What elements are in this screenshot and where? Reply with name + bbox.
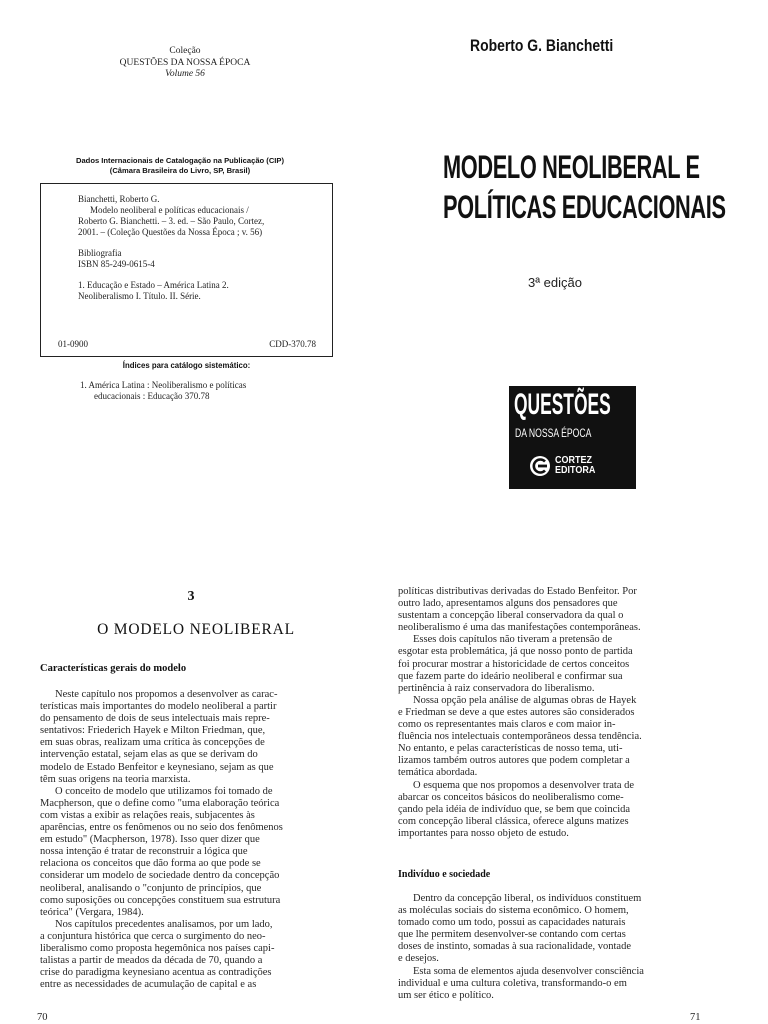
- cip-line: Neoliberalismo I. Título. II. Série.: [78, 291, 201, 301]
- cip-bibliography: [78, 248, 326, 270]
- text-line: Esses dois capítulos não tiveram a pretensão de: [413, 634, 613, 646]
- text-line: Neste capítulo nos propomos a desenvolver as carac-: [55, 689, 278, 700]
- author-name: Roberto G. Bianchetti: [470, 36, 614, 55]
- index-line: 1. América Latina : Neoliberalismo e políticas: [80, 380, 247, 390]
- text-line: outro lado, apresentamos alguns dos pensadores que: [398, 598, 618, 610]
- text-line: fluência nos intelectuais contemporâneos dessa tendência.: [398, 731, 642, 743]
- text-line: Nossa opção pela análise de algumas obras de Hayek: [413, 694, 637, 706]
- text-line: No entanto, e pelas características de nosso tema, uti-: [398, 743, 623, 755]
- cip-record-box: [40, 183, 333, 357]
- text-line: crise do paradigma keynesiano acentua as contradições: [40, 967, 272, 979]
- cip-entry: [78, 194, 326, 238]
- text-line: que fazem parte do ideário neoliberal e confirmar sua: [398, 670, 623, 682]
- chapter-title: O MODELO NEOLIBERAL: [97, 621, 295, 638]
- text-line: entre as necessidades de acumulação de capital e as: [40, 979, 257, 991]
- text-line: têm suas origens na teoria marxista.: [40, 773, 191, 785]
- text-line: relaciona os conceitos que dão forma ao que pode se: [40, 858, 261, 870]
- text-line: neoliberalismo é uma das manifestações contemporâneas.: [398, 622, 641, 634]
- text-line: modelo de Estado Benfeitor e keynesiano, sejam as que: [40, 761, 274, 773]
- text-line: tomado como um todo, possui as capacidades naturais: [398, 917, 626, 929]
- text-line: Esta soma de elementos ajuda desenvolver consciência: [413, 965, 644, 977]
- cip-header: [60, 156, 300, 176]
- text-line: e desejos.: [398, 953, 439, 965]
- cip-isbn: ISBN 85-249-0615-4: [78, 259, 155, 269]
- text-line: Macpherson, que o define como "uma elaboração teórica: [40, 797, 280, 809]
- right-body-text-continued: [398, 893, 723, 1002]
- publisher-logo: [529, 454, 629, 478]
- publisher-mark-icon: [529, 455, 551, 477]
- text-line: como suposições ou concepções constituem sua estrutura: [40, 894, 281, 906]
- section-heading: Indivíduo e sociedade: [398, 869, 491, 880]
- index-entry: [80, 380, 330, 402]
- text-line: neoliberal, analisando o "conjunto de princípios, que: [40, 882, 262, 894]
- series-logo: [509, 386, 636, 489]
- book-title-line: POLÍTICAS EDUCACIONAIS: [443, 189, 726, 225]
- publisher-name-line: EDITORA: [555, 465, 596, 476]
- text-line: as moléculas sociais do sistema econômico. O homem,: [398, 905, 629, 917]
- cip-classification: CDD-370.78: [269, 339, 316, 349]
- text-line: com concepção liberal clássica, oferece alguns matizes: [398, 815, 629, 827]
- book-title-line: MODELO NEOLIBERAL E: [443, 149, 700, 185]
- text-line: Dentro da concepção liberal, os indivíduos constituem: [413, 893, 642, 904]
- cip-line: Roberto G. Bianchetti. – 3. ed. – São Paulo, Cortez,: [78, 216, 265, 226]
- publisher-name-line: CORTEZ: [555, 455, 592, 466]
- text-line: do pensamento de dois de seus intelectuais mais repre-: [40, 713, 270, 725]
- text-line: temática abordada.: [398, 767, 478, 779]
- index-line: educacionais : Educação 370.78: [94, 391, 210, 401]
- text-line: çando pela idéia de indivíduo que, se bem que coincida: [398, 803, 631, 815]
- text-line: abarcar os conceitos básicos do neoliberalismo come-: [398, 791, 624, 803]
- cip-subjects: [78, 280, 326, 302]
- text-line: Nos capítulos precedentes analisamos, por um lado,: [55, 918, 273, 930]
- right-body-text: [398, 586, 723, 840]
- text-line: lizamos também outros autores que podem completar a: [398, 755, 630, 767]
- page-number-left: 70: [37, 1012, 48, 1023]
- text-line: importantes para nosso objeto de estudo.: [398, 827, 569, 839]
- text-line: doses de instinto, somadas à sua racionalidade, vontade: [398, 941, 631, 953]
- text-line: individual e uma cultura coletiva, transformando-o em: [398, 977, 627, 989]
- left-body-text: [40, 689, 360, 991]
- text-line: em estudo" (Macpherson, 1978). Isso quer dizer que: [40, 834, 260, 846]
- text-line: liberalismo como proposta hegemônica nos países capi-: [40, 942, 275, 954]
- cip-line: 1. Educação e Estado – América Latina 2.: [78, 280, 229, 290]
- text-line: com vistas a exibir as relações reais, subjacentes às: [40, 809, 255, 821]
- cip-line: Modelo neoliberal e políticas educacionais /: [90, 205, 249, 215]
- text-line: esgotar esta problemática, já que nosso ponto de partida: [398, 646, 633, 658]
- publisher-name: [555, 456, 595, 476]
- text-line: a conjuntura histórica que cerca o surgimento do neo-: [40, 930, 266, 942]
- edition-label: 3ª edição: [528, 275, 582, 290]
- cip-line: 2001. – (Coleção Questões da Nossa Época ; v. 56): [78, 227, 263, 237]
- series-label: Coleção: [169, 46, 201, 56]
- text-line: O esquema que nos propomos a desenvolver trata de: [413, 779, 635, 791]
- text-line: intervenção estatal, sejam elas as que se derivam do: [40, 749, 258, 761]
- series-info: [80, 46, 290, 81]
- text-line: sentativos: Friederich Hayek e Milton Friedman, que,: [40, 725, 266, 737]
- text-line: que lhe permitem desenvolver-se contando com certas: [398, 929, 626, 941]
- index-header: Índices para catálogo sistemático:: [122, 361, 251, 370]
- text-line: teórica" (Vergara, 1984).: [40, 906, 144, 918]
- series-volume: Volume 56: [165, 69, 205, 79]
- text-line: aparências, entre os fenômenos ou no seio dos fenômenos: [40, 822, 283, 834]
- section-heading: Características gerais do modelo: [40, 663, 187, 674]
- text-line: nossa intenção é tratar de reconstruir a lógica que: [40, 846, 248, 858]
- text-line: terísticas mais importantes do modelo neoliberal a partir: [40, 701, 277, 713]
- text-line: e Friedman se deve a que estes autores são considerados: [398, 706, 635, 718]
- book-title: [443, 147, 726, 227]
- text-line: pertinência à raiz conservadora do liberalismo.: [398, 682, 595, 694]
- text-line: como os representantes mais claros e com maior in-: [398, 719, 616, 731]
- cip-header-line: Dados Internacionais de Catalogação na Publicação (CIP): [75, 156, 285, 165]
- text-line: talistas a partir de meados da década de 70, quando a: [40, 955, 263, 967]
- series-name: QUESTÕES DA NOSSA ÉPOCA: [119, 57, 251, 68]
- chapter-number: 3: [187, 589, 195, 604]
- text-line: O conceito de modelo que utilizamos foi tomado de: [55, 785, 273, 797]
- page-number-right: 71: [690, 1012, 701, 1023]
- text-line: em suas obras, realizam uma crítica às concepções de: [40, 737, 265, 749]
- text-line: políticas distributivas derivadas do Estado Benfeitor. Por: [398, 586, 637, 597]
- text-line: foi procurar mostrar a historicidade de certos conceitos: [398, 658, 630, 670]
- text-line: considerar um modelo de sociedade dentro da concepção: [40, 870, 280, 882]
- text-line: sustentam a concepção liberal conservadora da qual o: [398, 610, 624, 622]
- cip-header-line: (Câmara Brasileira do Livro, SP, Brasil): [109, 166, 251, 175]
- cip-control-number: 01-0900: [58, 339, 88, 349]
- series-logo-subtitle: DA NOSSA ÉPOCA: [515, 426, 592, 440]
- cip-line: Bianchetti, Roberto G.: [78, 194, 160, 204]
- series-logo-title: QUESTÕES: [514, 388, 611, 421]
- cip-line: Bibliografia: [78, 248, 122, 258]
- text-line: um ser ético e político.: [398, 989, 494, 1001]
- cip-record-text: [78, 194, 326, 312]
